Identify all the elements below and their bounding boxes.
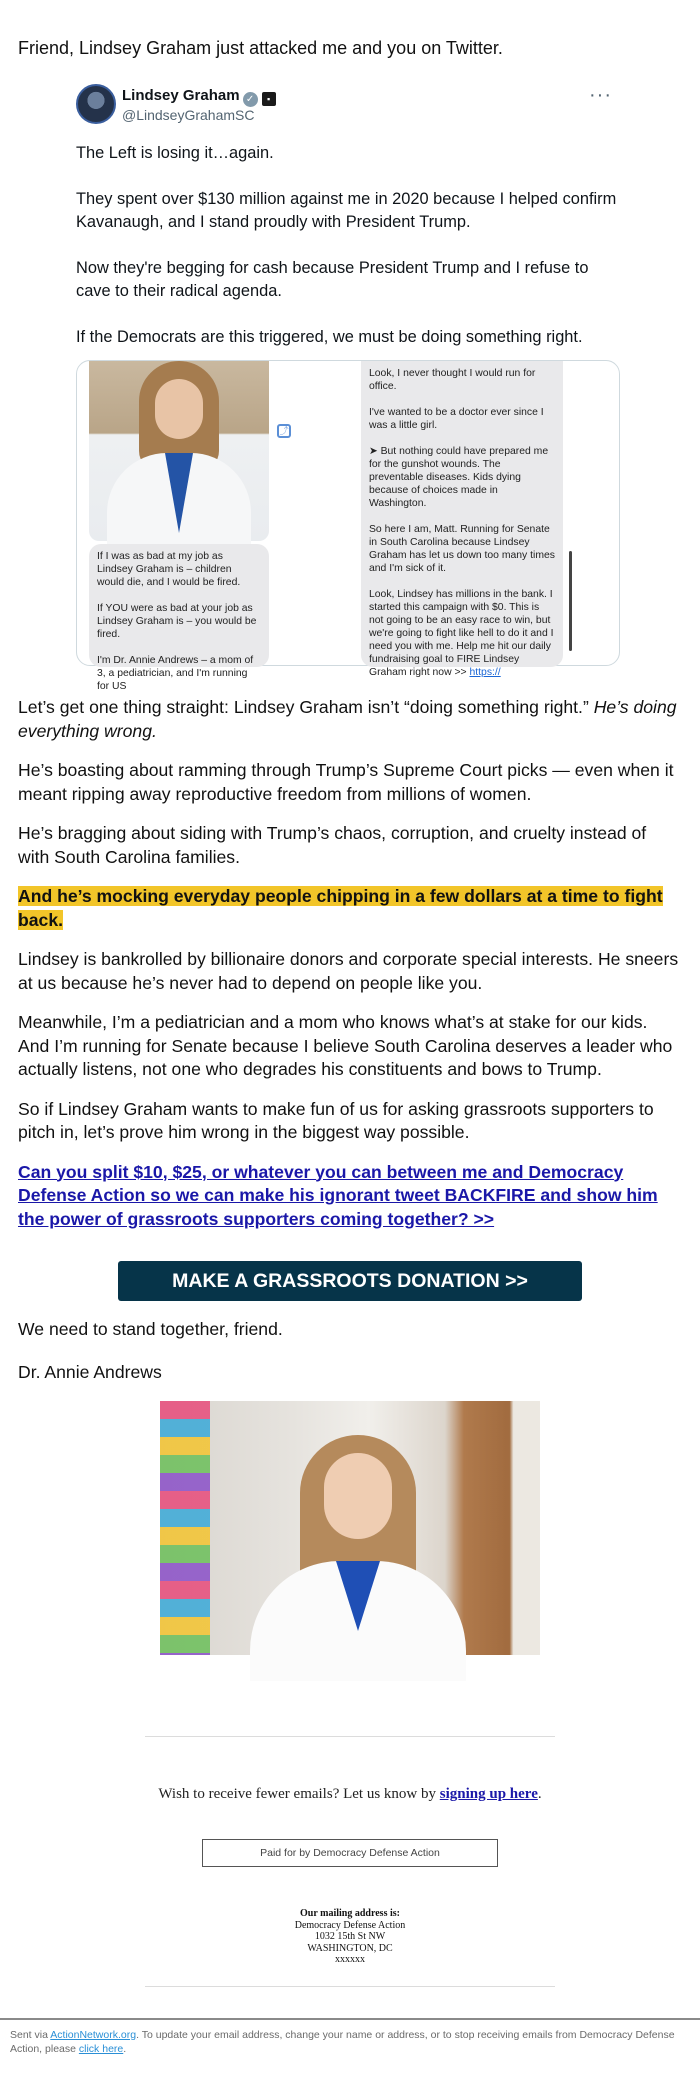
doctor-photo (89, 361, 269, 541)
tweet-handle[interactable]: @LindseyGrahamSC (122, 107, 255, 123)
bubble-text: So here I am, Matt. Running for Senate in South Carolina because Lindsey Graham has let us down too many times and I'm sick of it. (369, 524, 555, 574)
bubble-link[interactable]: https:// (469, 667, 501, 678)
donation-link[interactable]: Can you split $10, $25, or whatever you can between me and Democracy Defense Action so we can make his ignorant tweet BACKFIRE and show him the power of grassroots supporters coming together? >> (18, 1161, 658, 1229)
bubble-text: If I was as bad at my job as Lindsey Graham is – children would die, and I would be fired. (97, 551, 241, 588)
intro-line: Friend, Lindsey Graham just attacked me and you on Twitter. (18, 38, 503, 58)
bubble-text: ➤ But nothing could have prepared me for the gunshot wounds. The preventable diseases. Kids dying because of choices made in Washington. (369, 446, 549, 509)
paid-for-by-box: Paid for by Democracy Defense Action (202, 1839, 498, 1867)
mailing-org: Democracy Defense Action (294, 1919, 406, 1931)
tweet-paragraph: They spent over $130 million against me in 2020 because I helped confirm Kavanaugh, and I stand proudly with President Trump. (76, 190, 617, 231)
letter-paragraph: Meanwhile, I’m a pediatrician and a mom who knows what’s at stake for our kids. And I’m running for Senate because I believe South Carolina deserves a leader who actually listens, not one who degrades his constituents and bows to Trump. (18, 1012, 673, 1079)
more-options-icon[interactable]: ··· (589, 84, 612, 106)
fewer-emails-notice (0, 1786, 700, 1803)
bubble-text: I've wanted to be a doctor ever since I was a little girl. (369, 407, 544, 431)
highlighted-text: And he’s mocking everyday people chipping in a few dollars at a time to fight back. (18, 886, 663, 930)
letter-text: Let’s get one thing straight: Lindsey Graham isn’t “doing something right.” (18, 697, 594, 717)
closing (18, 1318, 283, 1403)
closing-line: We need to stand together, friend. (18, 1319, 283, 1339)
signup-link[interactable]: signing up here (439, 1786, 538, 1802)
donate-button[interactable]: MAKE A GRASSROOTS DONATION >> (118, 1261, 582, 1301)
letter-body (18, 696, 682, 1247)
tweet-header (76, 84, 624, 126)
tweet-media[interactable] (76, 360, 620, 692)
tweet-paragraph: Now they're begging for cash because President Trump and I refuse to cave to their radical agenda. (76, 259, 589, 300)
candidate-portrait (160, 1401, 540, 1655)
letter-paragraph: He’s bragging about siding with Trump’s chaos, corruption, and cruelty instead of with South Carolina families. (18, 823, 647, 867)
divider (145, 1736, 555, 1737)
fewer-emails-text: Wish to receive fewer emails? Let us know by (158, 1786, 440, 1802)
bubble-text-last: Look, Lindsey has millions in the bank. I started this campaign with $0. This is not going to be an easy race to win, but we're going to fight like hell to do it and I need you with me. Help me hit our daily fundraising goal to FIRE Lindsey Graham right now >> (369, 589, 554, 678)
scrollbar[interactable] (569, 551, 572, 651)
avatar[interactable] (76, 84, 116, 124)
message-bubble-left (89, 544, 269, 692)
share-icon[interactable]: ⤴ (277, 424, 291, 438)
government-badge-icon: ▪ (262, 92, 276, 106)
tweet-text (76, 142, 624, 349)
letter-paragraph: So if Lindsey Graham wants to make fun of us for asking grassroots supporters to pitch in, let’s prove him wrong in the biggest way possible. (18, 1098, 654, 1142)
bubble-text: I'm Dr. Annie Andrews – a mom of 3, a pediatrician, and I'm running for US (97, 655, 254, 692)
tweet-author-name: Lindsey Graham (122, 87, 240, 104)
letter-paragraph: He’s boasting about ramming through Trump’s Supreme Court picks — even when it meant ripping away reproductive freedom from millions of women. (18, 760, 674, 804)
letter-paragraph: Lindsey is bankrolled by billionaire donors and corporate special interests. He sneers at us because he’s never had to depend on people like you. (18, 949, 679, 993)
footer (0, 2018, 700, 2056)
footer-text: . To update your email address, change your name or address, or to stop receiving emails from Democracy Defense Action, please (10, 2029, 675, 2055)
footer-text: . (123, 2043, 127, 2055)
bubble-text: Look, I never thought I would run for office. (369, 368, 536, 392)
letter-paragraph (18, 696, 682, 743)
tweet-author[interactable] (122, 87, 276, 107)
mailing-city: WASHINGTON, DC (307, 1942, 393, 1954)
embedded-tweet[interactable] (76, 84, 624, 692)
mailing-heading: Our mailing address is: (300, 1908, 400, 1919)
signature: Dr. Annie Andrews (18, 1361, 162, 1382)
mailing-street: 1032 15th St NW (314, 1931, 386, 1942)
footer-text: Sent via (10, 2029, 51, 2041)
bubble-text: If YOU were as bad at your job as Lindsey Graham is – you would be fired. (97, 603, 257, 640)
letter-paragraph (18, 1161, 682, 1232)
letter-emphasis: He’s doing everything wrong. (18, 697, 677, 741)
actionnetwork-link[interactable]: ActionNetwork.org (50, 2029, 137, 2041)
letter-paragraph (18, 885, 682, 932)
unsubscribe-link[interactable]: click here (78, 2043, 124, 2055)
divider (145, 1986, 555, 1987)
bubble-text (369, 588, 555, 679)
tweet-paragraph: The Left is losing it…again. (76, 144, 274, 162)
tweet-paragraph: If the Democrats are this triggered, we must be doing something right. (76, 328, 583, 346)
mailing-address (0, 1908, 700, 1966)
message-bubble-right (361, 361, 563, 678)
mailing-zip: xxxxxx (335, 1954, 365, 1965)
fewer-emails-end: . (537, 1786, 542, 1802)
verified-badge-icon: ✓ (243, 92, 258, 107)
